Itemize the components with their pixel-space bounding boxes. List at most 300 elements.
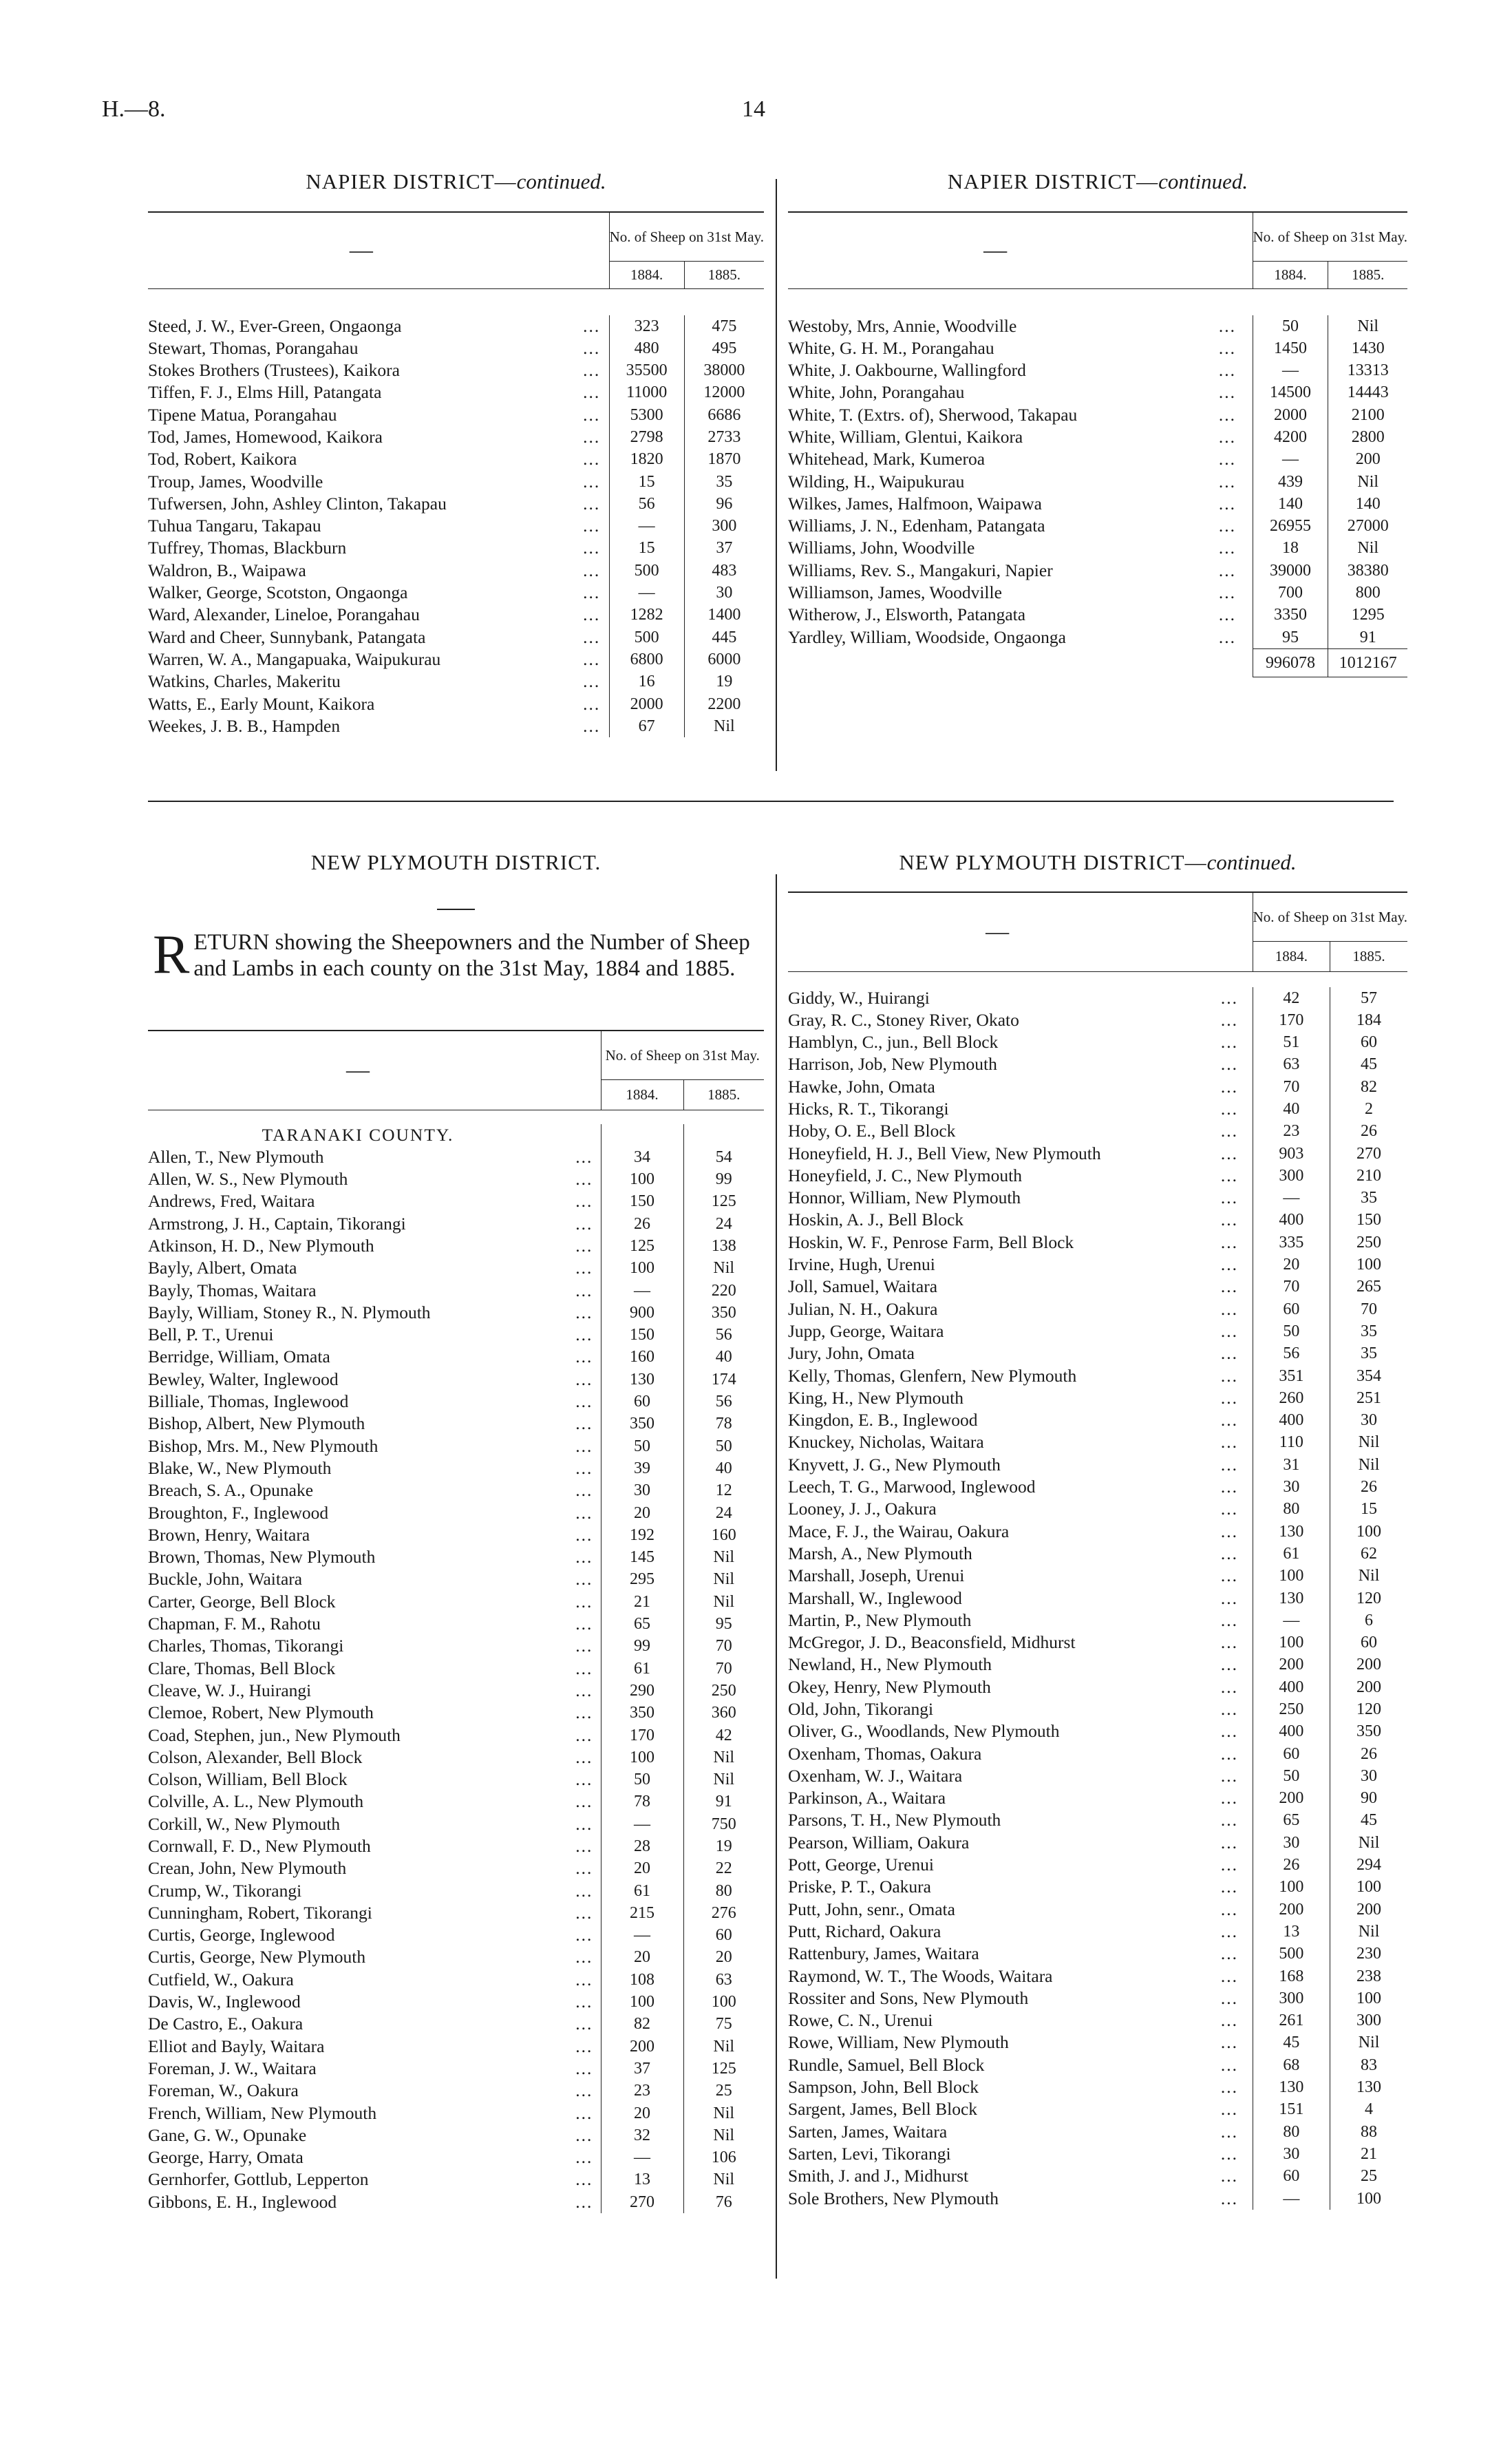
owner-name: Kingdon, E. B., Inglewood (788, 1410, 978, 1430)
year-1885-header: 1885. (1328, 261, 1407, 288)
owner-name: Cornwall, F. D., New Plymouth (148, 1836, 371, 1856)
table-row (148, 1369, 764, 1391)
sheep-1884: 20 (601, 1502, 683, 1524)
sheep-1884: 15 (609, 471, 684, 493)
sheep-1884: 100 (601, 1746, 683, 1768)
sheep-1885: 1400 (684, 604, 764, 626)
owner-name: Yardley, William, Woodside, Ongaonga (788, 626, 1066, 647)
sheep-1885: Nil (683, 2168, 764, 2190)
sheep-1885: Nil (683, 1591, 764, 1613)
owner-name: Irvine, Hugh, Urenui (788, 1254, 935, 1275)
leader-dots: ... (1220, 1543, 1238, 1563)
owner-name: Walker, George, Scotston, Ongaonga (148, 582, 408, 603)
leader-dots: ... (1220, 2099, 1238, 2120)
table-row (148, 1280, 764, 1302)
owner-name: Marshall, W., Inglewood (788, 1587, 962, 1608)
sheep-1884: 82 (601, 2013, 683, 2035)
sheep-1885: Nil (1328, 471, 1407, 493)
sheep-1885: 6686 (684, 404, 764, 426)
owner-name: Parsons, T. H., New Plymouth (788, 1810, 1001, 1830)
table-row (788, 1076, 1407, 1098)
sheep-1885: 445 (684, 626, 764, 648)
leader-dots: ... (1220, 1765, 1238, 1786)
table-row (148, 1613, 764, 1635)
napier-right-rows (788, 315, 1407, 649)
owner-name: Rowe, C. N., Urenui (788, 2010, 933, 2031)
table-row (148, 1190, 764, 1212)
sheep-1884: 250 (1253, 1698, 1330, 1720)
leader-dots: ... (1220, 1832, 1238, 1852)
table-row (148, 693, 764, 715)
sheep-1884: 100 (601, 1991, 683, 2013)
leader-dots: ... (1220, 1810, 1238, 1830)
title-suffix: continued. (1206, 850, 1297, 874)
owner-name: Julian, N. H., Oakura (788, 1298, 938, 1319)
section-divider (148, 801, 1394, 802)
leader-dots: ... (1220, 1098, 1238, 1119)
sheep-1884: 130 (1253, 1521, 1330, 1543)
owner-name: Carter, George, Bell Block (148, 1591, 336, 1612)
table-row (788, 1209, 1407, 1231)
owner-name: Andrews, Fred, Waitara (148, 1191, 315, 1212)
table-row (148, 1969, 764, 1991)
leader-dots: ... (1220, 1654, 1238, 1675)
sheep-1884: 11000 (609, 381, 684, 403)
leader-dots: ... (1218, 315, 1236, 336)
table-row (788, 1676, 1407, 1698)
leader-dots: ... (1220, 1410, 1238, 1430)
sheep-1885: 54 (683, 1146, 764, 1168)
sheep-1885: 220 (683, 1280, 764, 1302)
leader-dots: ... (575, 1724, 593, 1745)
sheep-1885: Nil (683, 1568, 764, 1590)
table-row (148, 2146, 764, 2168)
sheep-1884: 26 (1253, 1854, 1330, 1876)
leader-dots: ... (1220, 1477, 1238, 1497)
leader-dots: ... (1220, 1320, 1238, 1341)
sheep-1885: 251 (1330, 1387, 1407, 1409)
sheep-1884: 23 (601, 2080, 683, 2102)
table-row (788, 1965, 1407, 1987)
sheep-1884: — (601, 2146, 683, 2168)
owner-name: Raymond, W. T., The Woods, Waitara (788, 1965, 1053, 1986)
table-row (148, 1635, 764, 1657)
leader-dots: ... (575, 1858, 593, 1879)
sheep-header: No. of Sheep on 31st May. (609, 213, 764, 261)
sheep-1884: 31 (1253, 1454, 1330, 1476)
leader-dots: ... (575, 1902, 593, 1923)
leader-dots: ... (1218, 382, 1236, 403)
sheep-1884: 28 (601, 1835, 683, 1857)
leader-dots: ... (1218, 449, 1236, 469)
leader-dots: ... (575, 1502, 593, 1523)
sheep-1884: — (601, 1280, 683, 1302)
leader-dots: ... (575, 1413, 593, 1434)
owner-name: Oxenham, W. J., Waitara (788, 1765, 963, 1786)
table-row (788, 1431, 1407, 1453)
leader-dots: ... (575, 1235, 593, 1256)
sheep-1885: 184 (1330, 1009, 1407, 1031)
sheep-1884: 3350 (1253, 604, 1328, 626)
sheep-1884: 400 (1253, 1409, 1330, 1431)
leader-dots: ... (575, 1658, 593, 1678)
sheep-1884: 700 (1253, 582, 1328, 604)
leader-dots: ... (575, 1302, 593, 1322)
leader-dots: ... (1220, 1565, 1238, 1586)
sheep-1884: 70 (1253, 1076, 1330, 1098)
owner-name: White, T. (Extrs. of), Sherwood, Takapau (788, 404, 1078, 425)
table-row (148, 1391, 764, 1413)
leader-dots: ... (1220, 2143, 1238, 2164)
table-row (788, 493, 1407, 515)
sheep-1885: 2200 (684, 693, 764, 715)
table-row (148, 1768, 764, 1791)
table-row (148, 1835, 764, 1857)
table-row (148, 671, 764, 693)
napier-left-rows (148, 315, 764, 738)
owner-name: Colson, Alexander, Bell Block (148, 1746, 363, 1767)
table-row (148, 1257, 764, 1279)
sheep-1884: 100 (1253, 1876, 1330, 1898)
napier-right-title (788, 169, 1407, 194)
leader-dots: ... (1220, 2032, 1238, 2053)
sheep-1884: 60 (1253, 2165, 1330, 2187)
county-heading: TARANAKI COUNTY. (262, 1124, 454, 1145)
sheep-1885: 25 (1330, 2165, 1407, 2187)
owner-name: White, William, Glentui, Kaikora (788, 426, 1023, 447)
table-row (788, 1743, 1407, 1765)
sheep-1885: 12000 (684, 381, 764, 403)
sheep-1884: 78 (601, 1791, 683, 1813)
year-1885-header: 1885. (684, 261, 764, 288)
table-row (148, 1946, 764, 1968)
sheep-1885: 30 (1330, 1765, 1407, 1787)
sheep-1885: 138 (683, 1235, 764, 1257)
owner-name: Clare, Thomas, Bell Block (148, 1658, 336, 1678)
leader-dots: ... (583, 626, 601, 647)
owner-name: Bayly, Thomas, Waitara (148, 1280, 317, 1300)
table-row (788, 426, 1407, 448)
leader-dots: ... (1220, 1943, 1238, 1964)
owner-name: Tufwersen, John, Ashley Clinton, Takapau (148, 493, 447, 514)
sheep-1885: 56 (683, 1324, 764, 1346)
leader-dots: ... (575, 1347, 593, 1367)
sheep-1885: 125 (683, 2058, 764, 2080)
owner-name: Wilding, H., Waipukurau (788, 471, 965, 492)
sheep-1884: 350 (601, 1413, 683, 1435)
table-row (148, 1791, 764, 1813)
sheep-1885: 78 (683, 1413, 764, 1435)
sheep-1884: 6800 (609, 648, 684, 671)
table-row (788, 1876, 1407, 1898)
leader-dots: ... (575, 1836, 593, 1856)
sheep-header: No. of Sheep on 31st May. (1253, 893, 1407, 941)
sheep-1884: 130 (1253, 2076, 1330, 2098)
owner-name: Rattenbury, James, Waitara (788, 1943, 979, 1964)
leader-dots: ... (1220, 1009, 1238, 1030)
sheep-1884: 50 (1253, 1765, 1330, 1787)
table-row (148, 2058, 764, 2080)
leader-dots: ... (575, 1614, 593, 1634)
table-row (788, 1120, 1407, 1142)
owner-name: Knuckey, Nicholas, Waitara (788, 1432, 984, 1453)
sheep-1884: 168 (1253, 1965, 1330, 1987)
name-col-header: — (346, 1057, 370, 1083)
owner-name: Marsh, A., New Plymouth (788, 1543, 972, 1563)
sheep-1885: 6 (1330, 1609, 1407, 1632)
leader-dots: ... (1220, 1587, 1238, 1608)
year-1884-header: 1884. (601, 1079, 683, 1110)
sheep-1885: Nil (1330, 1565, 1407, 1587)
sheep-1885: 100 (683, 1991, 764, 2013)
sheep-1884: 400 (1253, 1720, 1330, 1742)
table-row (788, 1899, 1407, 1921)
owner-name: Old, John, Tikorangi (788, 1699, 934, 1719)
year-1884-header: 1884. (1253, 261, 1328, 288)
owner-name: Crump, W., Tikorangi (148, 1880, 302, 1901)
sheep-1885: 160 (683, 1524, 764, 1546)
owner-name: Chapman, F. M., Rahotu (148, 1614, 321, 1634)
sheep-1885: 6000 (684, 648, 764, 671)
owner-name: Ward and Cheer, Sunnybank, Patangata (148, 626, 426, 647)
sheep-1884: 50 (1253, 1320, 1330, 1342)
owner-name: Atkinson, H. D., New Plymouth (148, 1235, 374, 1256)
owner-name: Cutfield, W., Oakura (148, 1969, 294, 1989)
owner-name: Tipene Matua, Porangahau (148, 404, 337, 425)
owner-name: Williamson, James, Woodville (788, 582, 1002, 603)
table-row (788, 359, 1407, 381)
owner-name: Priske, P. T., Oakura (788, 1877, 931, 1897)
owner-name: Bishop, Albert, New Plymouth (148, 1413, 365, 1434)
leader-dots: ... (575, 1680, 593, 1700)
table-row (148, 315, 764, 337)
leader-dots: ... (575, 1258, 593, 1278)
intro-text: ETURN showing the Sheepowners and the Number of Sheep and Lambs in each county on the 31st May, 1884 and 1885. (193, 930, 750, 981)
gutter-rule-top (776, 179, 777, 771)
sheep-1885: 99 (683, 1168, 764, 1190)
sheep-1885: Nil (1330, 1921, 1407, 1943)
sheep-1884: 125 (601, 1235, 683, 1257)
sheep-1884: 13 (601, 2168, 683, 2190)
sheep-1885: 56 (683, 1391, 764, 1413)
table-row (788, 404, 1407, 426)
sheep-1884: 290 (601, 1680, 683, 1702)
sheep-1885: 300 (684, 515, 764, 537)
sheep-1884: 32 (601, 2124, 683, 2146)
table-row (788, 1276, 1407, 1298)
sheep-1885: Nil (1330, 1832, 1407, 1854)
name-col-header: — (349, 237, 373, 263)
sheep-1885: 30 (684, 582, 764, 604)
owner-name: Curtis, George, Inglewood (148, 1925, 335, 1945)
sheep-1884: 20 (601, 1857, 683, 1879)
sheep-1885: Nil (1330, 1431, 1407, 1453)
sheep-1885: 57 (1330, 987, 1407, 1009)
sheep-1884: 23 (1253, 1120, 1330, 1142)
leader-dots: ... (1220, 2166, 1238, 2186)
owner-name: Oxenham, Thomas, Oakura (788, 1743, 982, 1764)
leader-dots: ... (1220, 1343, 1238, 1364)
owner-name: Sampson, John, Bell Block (788, 2077, 979, 2098)
table-row (788, 1832, 1407, 1854)
table-row (788, 1921, 1407, 1943)
table-row (148, 537, 764, 559)
sheep-1884: — (1253, 448, 1328, 470)
leader-dots: ... (1220, 2054, 1238, 2075)
leader-dots: ... (575, 1547, 593, 1567)
sheep-1885: 294 (1330, 1854, 1407, 1876)
leader-dots: ... (1220, 1855, 1238, 1875)
sheep-1884: 100 (1253, 1632, 1330, 1654)
table-row (148, 1479, 764, 1501)
owner-name: Colville, A. L., New Plymouth (148, 1791, 364, 1812)
sheep-1885: 750 (683, 1813, 764, 1835)
table-row (148, 560, 764, 582)
leader-dots: ... (575, 2014, 593, 2034)
table-row (788, 2009, 1407, 2031)
sheep-1885: 20 (683, 1946, 764, 1968)
owner-name: Parkinson, A., Waitara (788, 1788, 946, 1808)
owner-name: Mace, F. J., the Wairau, Oakura (788, 1521, 1010, 1541)
sheep-1885: 276 (683, 1902, 764, 1924)
owner-name: Joll, Samuel, Waitara (788, 1276, 938, 1297)
leader-dots: ... (1218, 626, 1236, 647)
table-row (148, 1813, 764, 1835)
table-row (788, 1587, 1407, 1609)
table-row (148, 2102, 764, 2124)
table-row (788, 537, 1407, 559)
sheep-1884: 30 (1253, 1832, 1330, 1854)
sheep-1885: 1430 (1328, 337, 1407, 359)
sheep-1884: 51 (1253, 1031, 1330, 1053)
owner-name: Kelly, Thomas, Glenfern, New Plymouth (788, 1365, 1077, 1386)
leader-dots: ... (1220, 1788, 1238, 1808)
table-row (148, 2036, 764, 2058)
sheep-1885: 250 (1330, 1232, 1407, 1254)
owner-name: Putt, John, senr., Omata (788, 1899, 955, 1919)
leader-dots: ... (1220, 2010, 1238, 2031)
sheep-1884: 480 (609, 337, 684, 359)
owner-name: Curtis, George, New Plymouth (148, 1947, 366, 1967)
table-row (788, 315, 1407, 337)
napier-right-table (788, 213, 1407, 677)
year-1885-header: 1885. (683, 1079, 764, 1110)
sheep-1885: 24 (683, 1502, 764, 1524)
owner-name: Williams, John, Woodville (788, 538, 975, 558)
sheep-1884: 56 (609, 493, 684, 515)
sheep-1884: 1820 (609, 448, 684, 470)
owner-name: Brown, Henry, Waitara (148, 1524, 310, 1545)
owner-name: Sarten, James, Waitara (788, 2121, 948, 2142)
sheep-1884: 151 (1253, 2098, 1330, 2120)
sheep-1885: Nil (683, 2124, 764, 2146)
sheep-1884: — (609, 582, 684, 604)
leader-dots: ... (583, 516, 601, 536)
total-1884: 996078 (1253, 648, 1328, 677)
leader-dots: ... (583, 426, 601, 447)
leader-dots: ... (1218, 582, 1236, 603)
leader-dots: ... (1220, 1276, 1238, 1297)
owner-name: White, G. H. M., Porangahau (788, 337, 994, 358)
sheep-1885: 200 (1330, 1654, 1407, 1676)
owner-name: Wilkes, James, Halfmoon, Waipawa (788, 493, 1042, 514)
leader-dots: ... (1218, 516, 1236, 536)
sheep-1884: 323 (609, 315, 684, 337)
sheep-1885: 100 (1330, 2188, 1407, 2210)
owner-name: McGregor, J. D., Beaconsfield, Midhurst (788, 1632, 1076, 1653)
sheep-1885: 495 (684, 337, 764, 359)
sheep-1885: 4 (1330, 2098, 1407, 2120)
table-row (148, 2013, 764, 2035)
napier-total-row (788, 648, 1407, 677)
sheep-1884: 70 (1253, 1276, 1330, 1298)
sheep-1885: 60 (683, 1924, 764, 1946)
owner-name: Berridge, William, Omata (148, 1347, 330, 1367)
sheep-1885: 45 (1330, 1809, 1407, 1831)
sheep-header: No. of Sheep on 31st May. (1253, 213, 1407, 261)
table-row (148, 1168, 764, 1190)
owner-name: Armstrong, J. H., Captain, Tikorangi (148, 1213, 406, 1234)
sheep-1884: 145 (601, 1546, 683, 1568)
sheep-1884: 260 (1253, 1387, 1330, 1409)
sheep-1885: 91 (683, 1791, 764, 1813)
leader-dots: ... (575, 1480, 593, 1501)
sheep-1885: 200 (1330, 1676, 1407, 1698)
sheep-1885: Nil (683, 2036, 764, 2058)
sheep-1885: 70 (683, 1658, 764, 1680)
sheep-1885: 238 (1330, 1965, 1407, 1987)
leader-dots: ... (1220, 1499, 1238, 1519)
owner-name: Smith, J. and J., Midhurst (788, 2166, 969, 2186)
sheep-1884: 300 (1253, 1987, 1330, 2009)
sheep-1884: 215 (601, 1902, 683, 1924)
table-row (788, 626, 1407, 649)
sheep-1884: 270 (601, 2191, 683, 2213)
sheep-1885: 140 (1328, 493, 1407, 515)
table-row (148, 1924, 764, 1946)
owner-name: Steed, J. W., Ever-Green, Ongaonga (148, 315, 402, 336)
leader-dots: ... (575, 1391, 593, 1412)
table-row (148, 648, 764, 671)
table-row (788, 1565, 1407, 1587)
sheep-1885: Nil (1328, 537, 1407, 559)
sheep-1885: Nil (683, 1746, 764, 1768)
table-row (148, 2168, 764, 2190)
year-1884-header: 1884. (609, 261, 684, 288)
owner-name: Hamblyn, C., jun., Bell Block (788, 1032, 999, 1053)
sheep-1884: 400 (1253, 1676, 1330, 1698)
table-row (148, 1857, 764, 1879)
table-row (148, 381, 764, 403)
sheep-1885: 35 (684, 471, 764, 493)
sheep-1884: 140 (1253, 493, 1328, 515)
leader-dots: ... (575, 2147, 593, 2168)
sheep-1884: 61 (601, 1880, 683, 1902)
owner-name: Looney, J. J., Oakura (788, 1499, 937, 1519)
page-number: 14 (742, 96, 765, 122)
owner-name: Martin, P., New Plymouth (788, 1609, 972, 1630)
sheep-1885: 475 (684, 315, 764, 337)
leader-dots: ... (575, 2124, 593, 2145)
owner-name: White, J. Oakbourne, Wallingford (788, 360, 1026, 381)
owner-name: Rundle, Samuel, Bell Block (788, 2054, 985, 2075)
total-1885: 1012167 (1328, 648, 1407, 677)
table-row (788, 1387, 1407, 1409)
owner-name: Honeyfield, J. C., New Plymouth (788, 1165, 1022, 1185)
sheep-1884: 18 (1253, 537, 1328, 559)
sheep-1884: — (1253, 2188, 1330, 2210)
sheep-1884: 45 (1253, 2031, 1330, 2053)
